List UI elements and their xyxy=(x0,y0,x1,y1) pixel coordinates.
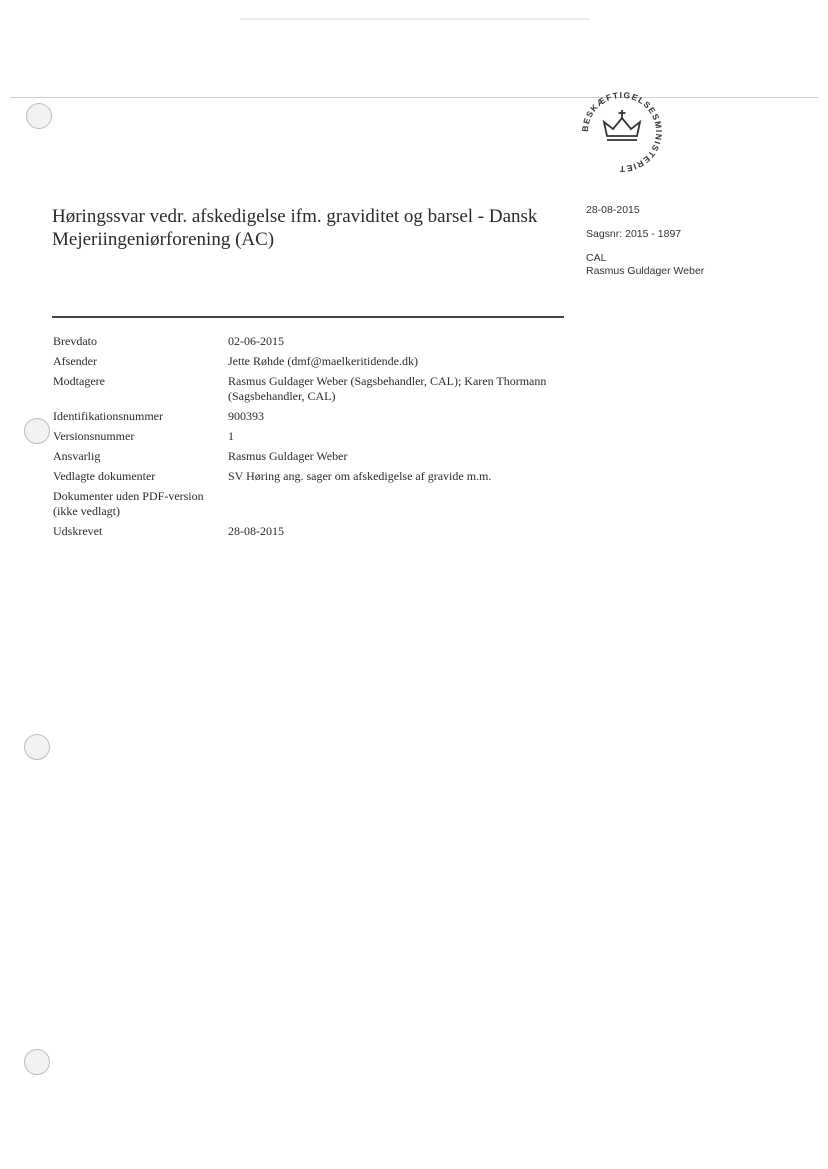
field-row-brevdato xyxy=(53,334,568,349)
field-row-versionsnummer xyxy=(53,429,568,444)
field-label: Afsender xyxy=(53,354,97,368)
field-value: 02-06-2015 xyxy=(228,334,284,348)
field-label: Brevdato xyxy=(53,334,97,348)
field-value: Jette Røhde (dmf@maelkeritidende.dk) xyxy=(228,354,418,368)
meta-person: Rasmus Guldager Weber xyxy=(586,265,705,277)
crown-icon xyxy=(604,110,640,140)
punch-hole xyxy=(24,734,50,760)
meta-case-number: Sagsnr: 2015 - 1897 xyxy=(586,228,682,240)
bleed-through-line xyxy=(240,18,590,20)
meta-date: 28-08-2015 xyxy=(586,204,640,216)
punch-hole xyxy=(24,418,50,444)
punch-hole xyxy=(26,103,52,129)
ministry-seal-logo xyxy=(580,80,664,185)
seal-text: BESKÆFTIGELSESMINISTERIET xyxy=(580,89,664,175)
field-label: Versionsnummer xyxy=(53,429,135,443)
field-label: Dokumenter uden PDF-version (ikke vedlagt) xyxy=(53,489,204,518)
field-row-identifikationsnummer xyxy=(53,409,568,424)
field-value: 28-08-2015 xyxy=(228,524,284,538)
field-value: 900393 xyxy=(228,409,264,423)
field-value: SV Høring ang. sager om afskedigelse af gravide m.m. xyxy=(228,469,492,483)
document-title: Høringssvar vedr. afskedigelse ifm. graviditet og barsel - Dansk Mejeriingeniørforening (AC) xyxy=(52,206,538,250)
field-value: Rasmus Guldager Weber xyxy=(228,449,348,463)
svg-text:BESKÆFTIGELSESMINISTERIET xyxy=(580,90,664,174)
field-value: Rasmus Guldager Weber (Sagsbehandler, CAL); Karen Thormann (Sagsbehandler, CAL) xyxy=(228,374,547,403)
field-row-udskrevet xyxy=(53,524,568,539)
header-divider xyxy=(52,316,564,318)
field-label: Vedlagte dokumenter xyxy=(53,469,156,483)
field-label: Identifikationsnummer xyxy=(53,409,163,423)
field-row-vedlagte-dokumenter xyxy=(53,469,568,484)
field-row-afsender xyxy=(53,354,568,369)
field-label: Ansvarlig xyxy=(53,449,101,463)
field-label: Modtagere xyxy=(53,374,105,388)
field-value xyxy=(228,489,568,519)
document-fields-table xyxy=(53,334,568,544)
field-row-dokumenter-uden-pdf xyxy=(53,489,568,519)
document-meta xyxy=(586,204,806,278)
punch-hole xyxy=(24,1049,50,1075)
meta-unit: CAL xyxy=(586,252,607,264)
field-value: 1 xyxy=(228,429,234,443)
field-label: Udskrevet xyxy=(53,524,103,538)
scan-rule-line xyxy=(10,97,818,98)
field-row-modtagere xyxy=(53,374,568,404)
field-row-ansvarlig xyxy=(53,449,568,464)
